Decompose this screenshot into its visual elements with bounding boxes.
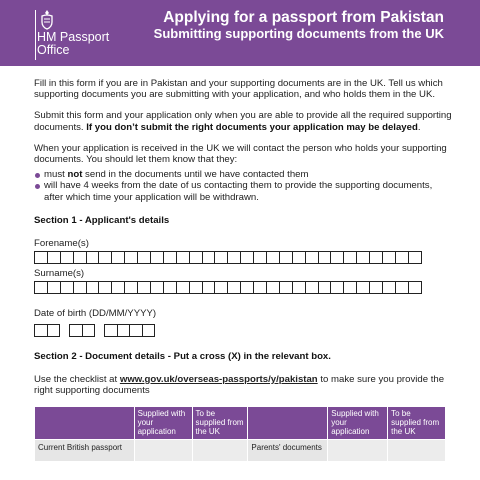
intro-p2-end: . [417, 121, 421, 133]
character-box[interactable] [124, 251, 138, 264]
table-header [248, 407, 328, 440]
character-box[interactable] [382, 281, 396, 294]
character-box[interactable] [318, 281, 332, 294]
character-box[interactable] [305, 251, 319, 264]
character-box[interactable] [240, 281, 254, 294]
character-box[interactable] [227, 251, 241, 264]
intro-p2-warning: If you don’t submit the right documents your application may be delayed [86, 121, 418, 133]
character-box[interactable] [369, 281, 383, 294]
table-header: Supplied with your application [328, 407, 388, 440]
character-box[interactable] [124, 281, 138, 294]
hm-passport-office-logo [37, 31, 109, 57]
character-box[interactable] [60, 251, 74, 264]
dob-label: Date of birth (DD/MM/YYYY) [34, 308, 157, 320]
forename-field[interactable] [34, 251, 454, 264]
character-box[interactable] [47, 281, 61, 294]
character-box[interactable] [111, 251, 125, 264]
character-box[interactable] [98, 251, 112, 264]
character-box[interactable] [292, 281, 306, 294]
dob-field[interactable] [34, 324, 454, 337]
section2-title: Section 2 - Document details - Put a cross (X) in the relevant box. [34, 350, 331, 362]
document-name: Current British passport [35, 440, 135, 462]
character-box[interactable] [318, 251, 332, 264]
character-box[interactable] [305, 281, 319, 294]
character-box[interactable] [150, 281, 164, 294]
intro-paragraph-2 [34, 110, 454, 132]
document-table [34, 406, 446, 462]
character-box[interactable] [176, 251, 190, 264]
character-box[interactable] [111, 281, 125, 294]
page-title: Applying for a passport from Pakistan [163, 9, 444, 26]
form-content [34, 78, 454, 462]
character-box[interactable] [227, 281, 241, 294]
character-box[interactable] [73, 281, 87, 294]
checkbox-cell[interactable] [134, 440, 192, 462]
character-box[interactable] [47, 251, 61, 264]
character-box[interactable] [279, 281, 293, 294]
character-box[interactable] [408, 281, 422, 294]
intro-paragraph-3: When your application is received in the UK we will contact the person who holds your supporting documents. You should let them know that they: [34, 142, 447, 166]
character-box[interactable] [73, 251, 87, 264]
table-header [35, 407, 135, 440]
character-box[interactable] [189, 251, 203, 264]
dob-month[interactable] [69, 324, 94, 337]
character-box[interactable] [214, 281, 228, 294]
character-box[interactable] [330, 251, 344, 264]
character-box[interactable] [34, 251, 48, 264]
list-item: must not send in the documents until we have contacted them [34, 169, 454, 180]
intro-p2-text: Submit this form and your application only when you are able to provide all the required supporting documents. [34, 110, 452, 133]
section1-title: Section 1 - Applicant's details [34, 214, 170, 226]
character-box[interactable] [34, 281, 48, 294]
character-box[interactable] [408, 251, 422, 264]
list-item: will have 4 weeks from the date of us contacting them to provide the supporting documents, after which time your application will be withdrawn. [34, 180, 454, 202]
table-header-row [35, 407, 446, 440]
character-box[interactable] [163, 281, 177, 294]
character-box[interactable] [214, 251, 228, 264]
character-box[interactable] [356, 281, 370, 294]
table-header: To be supplied from the UK [192, 407, 248, 440]
dob-year[interactable] [104, 324, 154, 337]
character-box[interactable] [356, 251, 370, 264]
character-box[interactable] [253, 251, 267, 264]
character-box[interactable] [292, 251, 306, 264]
character-box[interactable] [253, 281, 267, 294]
checkbox-cell[interactable] [192, 440, 248, 462]
character-box[interactable] [202, 281, 216, 294]
character-box[interactable] [189, 281, 203, 294]
royal-crest-icon [37, 9, 57, 31]
character-box[interactable] [330, 281, 344, 294]
character-box[interactable] [382, 251, 396, 264]
character-box[interactable] [86, 281, 100, 294]
character-box[interactable] [343, 251, 357, 264]
logo-line1: HM Passport [37, 30, 110, 44]
character-box[interactable] [369, 251, 383, 264]
character-box[interactable] [279, 251, 293, 264]
character-box[interactable] [163, 251, 177, 264]
character-box[interactable] [343, 281, 357, 294]
character-box[interactable] [137, 251, 151, 264]
dob-day[interactable] [34, 324, 59, 337]
header-banner [0, 0, 480, 66]
surname-label: Surname(s) [34, 268, 85, 280]
forename-label: Forename(s) [34, 238, 89, 250]
character-box[interactable] [86, 251, 100, 264]
table-header: To be supplied from the UK [388, 407, 446, 440]
instruction-list [34, 169, 454, 203]
checkbox-cell[interactable] [388, 440, 446, 462]
character-box[interactable] [395, 251, 409, 264]
page-subtitle: Submitting supporting documents from the UK [153, 26, 444, 41]
intro-paragraph-1: Fill in this form if you are in Pakistan and your supporting documents are in the UK. Tell us which supporting documents you are submitting with your application, and who holds them in the UK. [34, 78, 443, 101]
character-box[interactable] [240, 251, 254, 264]
character-box[interactable] [266, 251, 280, 264]
checkbox-cell[interactable] [328, 440, 388, 462]
character-box[interactable] [176, 281, 190, 294]
checklist-link[interactable]: www.gov.uk/overseas-passports/y/pakistan [119, 373, 318, 385]
checklist-paragraph: Use the checklist at www.gov.uk/overseas-passports/y/pakistan to make sure you provide the right supporting documents [34, 373, 445, 397]
logo-line2: Office [37, 43, 70, 57]
logo-divider [35, 10, 36, 60]
character-box[interactable] [60, 281, 74, 294]
document-name: Parents' documents [248, 440, 328, 462]
surname-field[interactable] [34, 281, 454, 294]
character-box[interactable] [150, 251, 164, 264]
table-header: Supplied with your application [134, 407, 192, 440]
character-box[interactable] [266, 281, 280, 294]
table-row [35, 440, 446, 462]
character-box[interactable] [395, 281, 409, 294]
character-box[interactable] [98, 281, 112, 294]
character-box[interactable] [137, 281, 151, 294]
character-box[interactable] [202, 251, 216, 264]
